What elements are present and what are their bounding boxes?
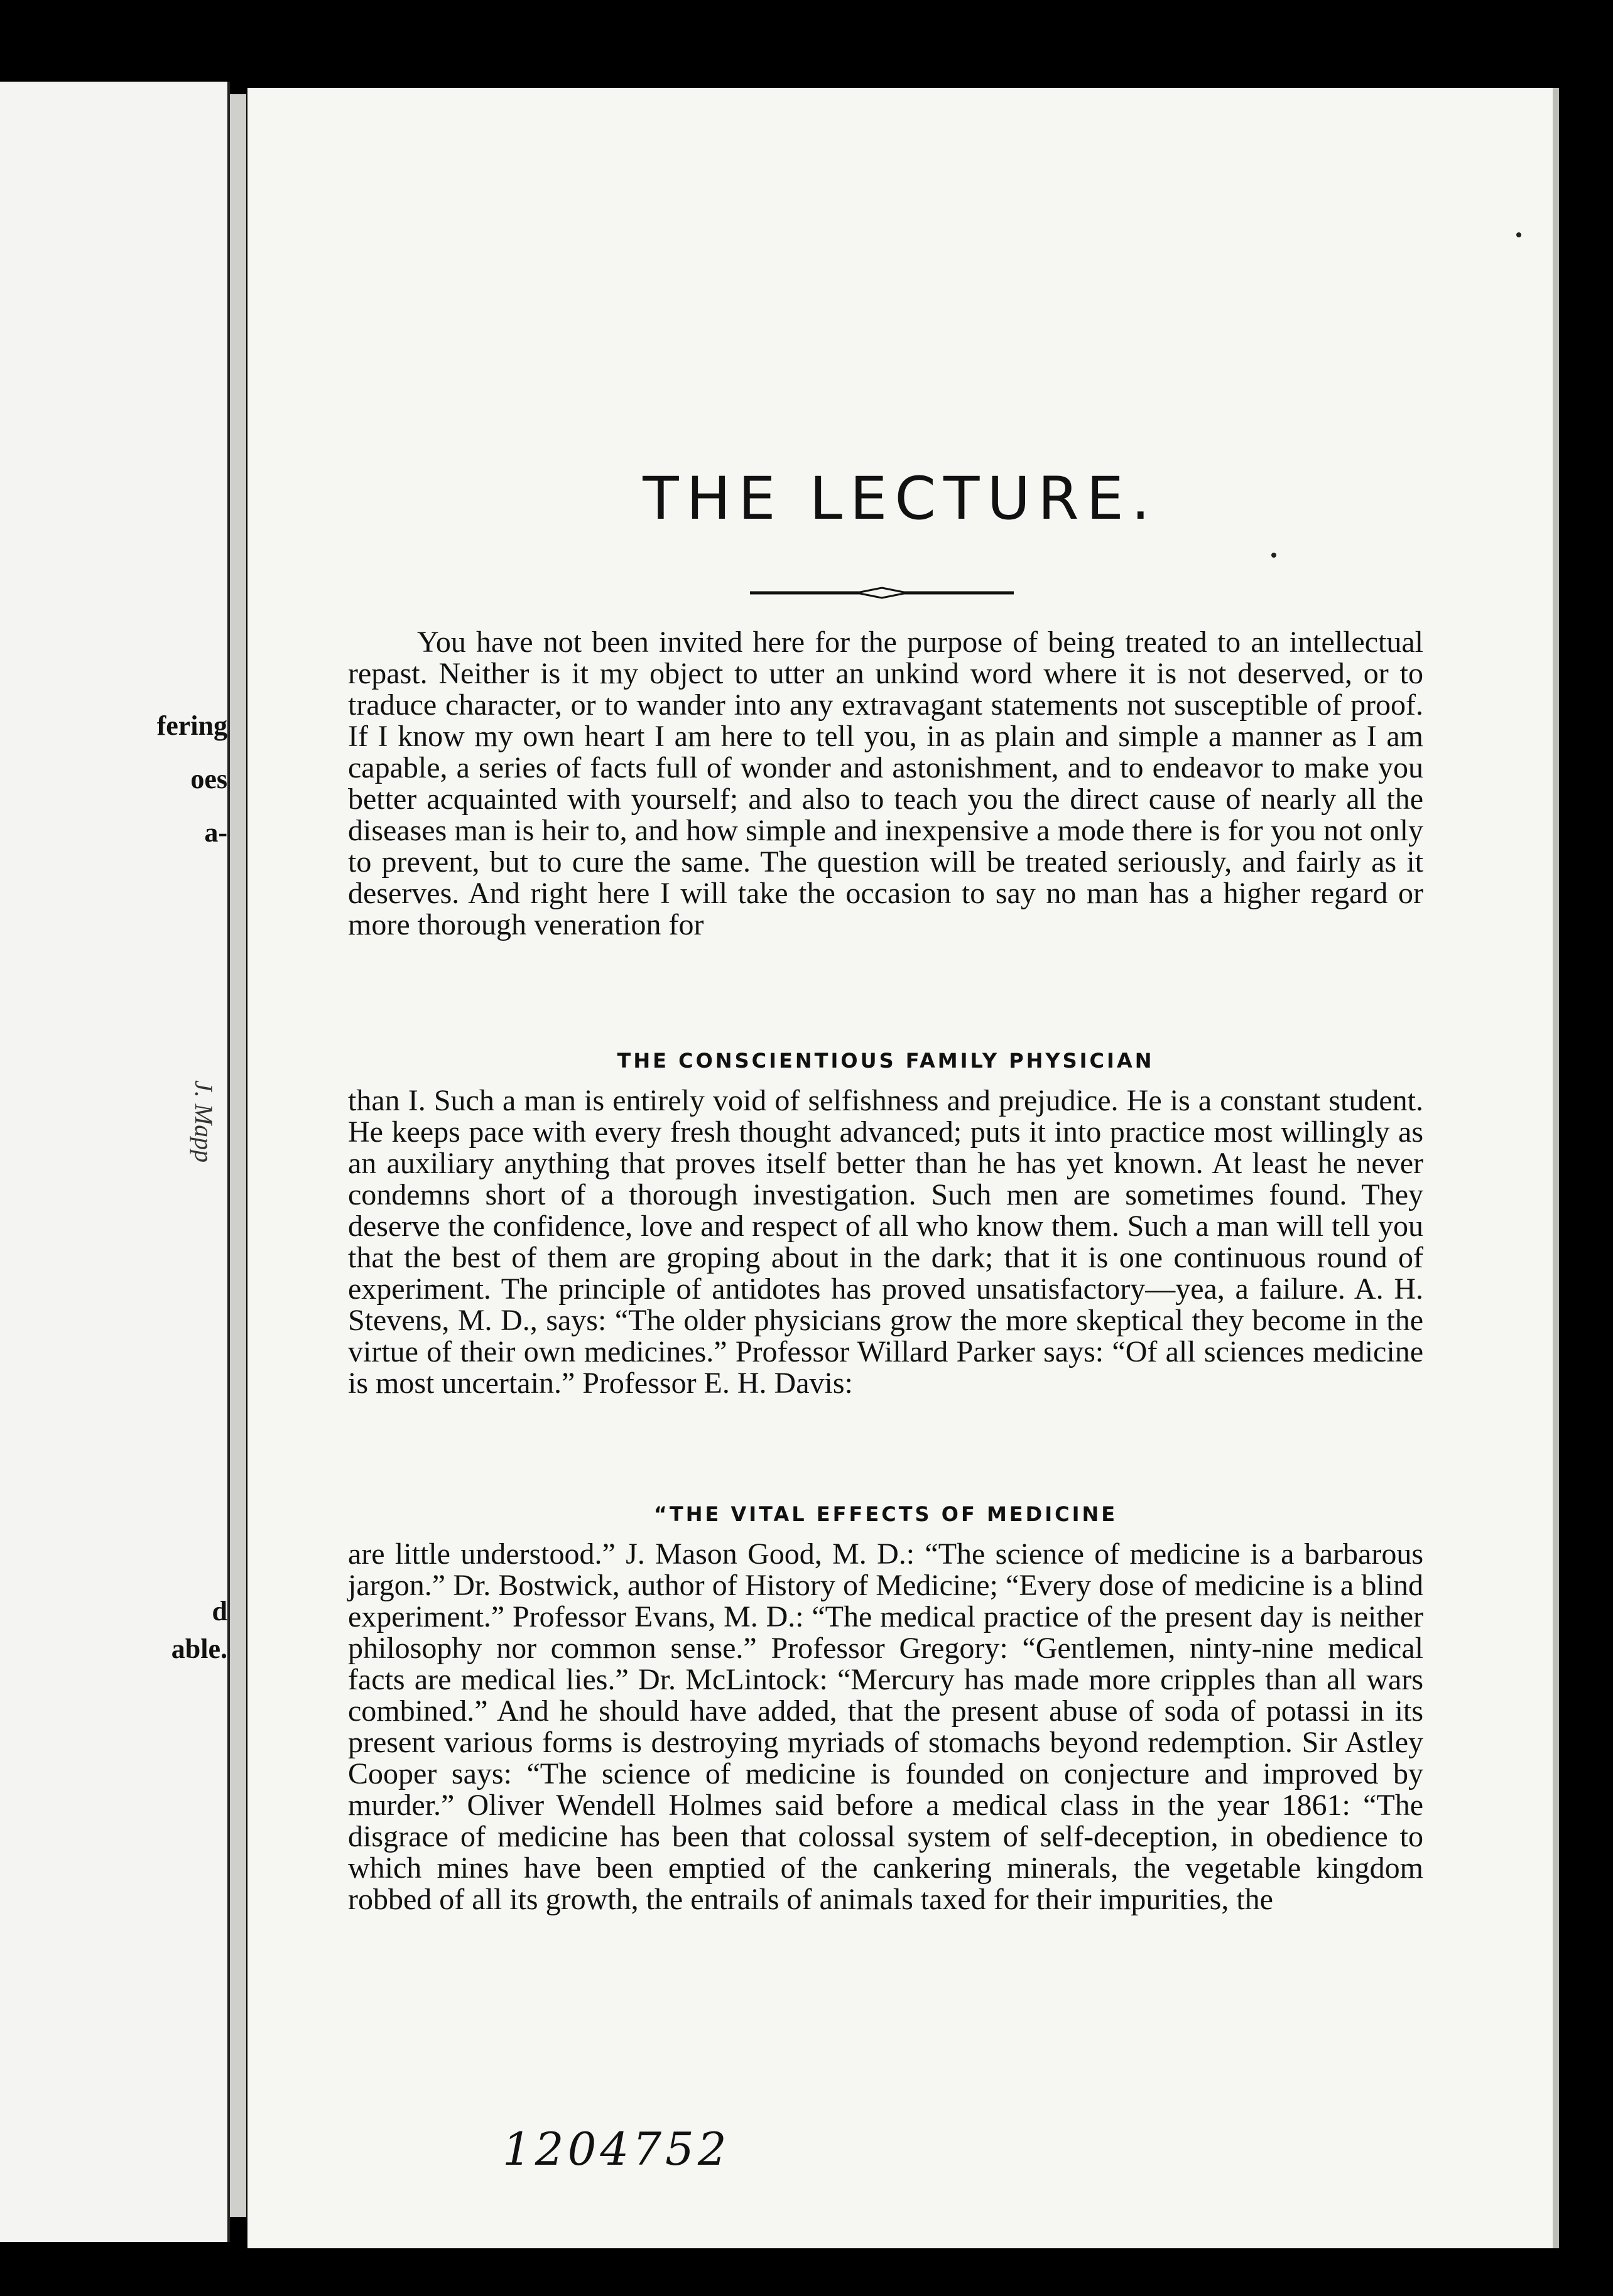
paragraph-3-text: are little understood.” J. Mason Good, M. D.: “The science of medicine is a barbarous jargon.” Dr. Bostwick, author of History of Medicine; “Every dose of medicine is a blind experiment.” Professor Evans, M. D.: “The medical practice of the present day is neither philosophy nor common sense.” Professor Gregory: “Gentlemen, ninty-nine medical facts are medical lies.” Dr. McLintock: “Mercury has made more cripples than all wars combined.” And he should have added, that the present abuse of soda of potassi in its present various forms is destroying myriads of stomachs beyond redemption. Sir Astley Cooper says: “The science of medicine is founded on conjecture and improved by murder.” Oliver Wendell Holmes said before a medical class in the year 1861: “The disgrace of medicine has been that colossal system of self-deception, in obedience to which mines have been emptied of the cankering minerals, the vegetable kingdom robbed of all its growth, the entrails of animals taxed for their impurities, the [348,1537,1423,1916]
paragraph-1 [348,627,1423,941]
subheading-vital-effects: “THE VITAL EFFECTS OF MEDICINE [653,1502,1118,1526]
page-title: THE LECTURE. [643,465,1158,533]
book-gutter [230,94,246,2217]
left-page-fragment: a- [204,817,227,848]
left-page-fragment: d [212,1596,227,1627]
print-speck [1271,553,1276,558]
left-page-fragment: able. [171,1633,227,1664]
handwritten-accession-number: 1204752 [502,2123,730,2175]
left-page-fragment: fering [156,710,227,741]
margin-handwritten-note: J. Mapp [190,1080,218,1163]
subheading-conscientious-physician: THE CONSCIENTIOUS FAMILY PHYSICIAN [617,1049,1154,1073]
paragraph-2-text: than I. Such a man is entirely void of selfishness and prejudice. He is a constant student. He keeps pace with every fresh thought advanced; puts it into practice most willingly as an auxiliary anything that proves itself better than he has yet known. At least he never condemns short of a thorough investigation. Such men are sometimes found. They deserve the confidence, love and respect of all who know them. Such a man will tell you that the best of them are groping about in the dark; that it is one continuous round of experiment. The principle of antidotes has proved unsatisfactory—yea, a failure. A. H. Stevens, M. D., says: “The older physicians grow the more skeptical they become in the virtue of their own medicines.” Professor Willard Parker says: “Of all sciences medicine is most uncertain.” Professor E. H. Davis: [348,1084,1423,1400]
paragraph-1-text: You have not been invited here for the purpose of being treated to an intellectual repast. Neither is it my object to utter an unkind word where it is not deserved, or to traduce character, or to wander into any extravagant statements not susceptible of proof. If I know my own heart I am here to tell you, in as plain and simple a manner as I am capable, a series of facts full of wonder and astonishment, and to endeavor to make you better acquainted with yourself; and also to teach you the direct cause of nearly all the diseases man is heir to, and how simple and inexpensive a mode there is for you not only to prevent, but to cure the same. The question will be treated seriously, and fairly as it deserves. And right here I will take the occasion to say no man has a higher regard or more thorough veneration for [348,625,1423,941]
paragraph-2 [348,1085,1423,1399]
left-page-fragment: oes [190,764,227,794]
print-speck [1516,232,1521,237]
paragraph-3 [348,1539,1423,1915]
title-ornament-divider [750,585,1014,600]
book-page [247,88,1559,2248]
